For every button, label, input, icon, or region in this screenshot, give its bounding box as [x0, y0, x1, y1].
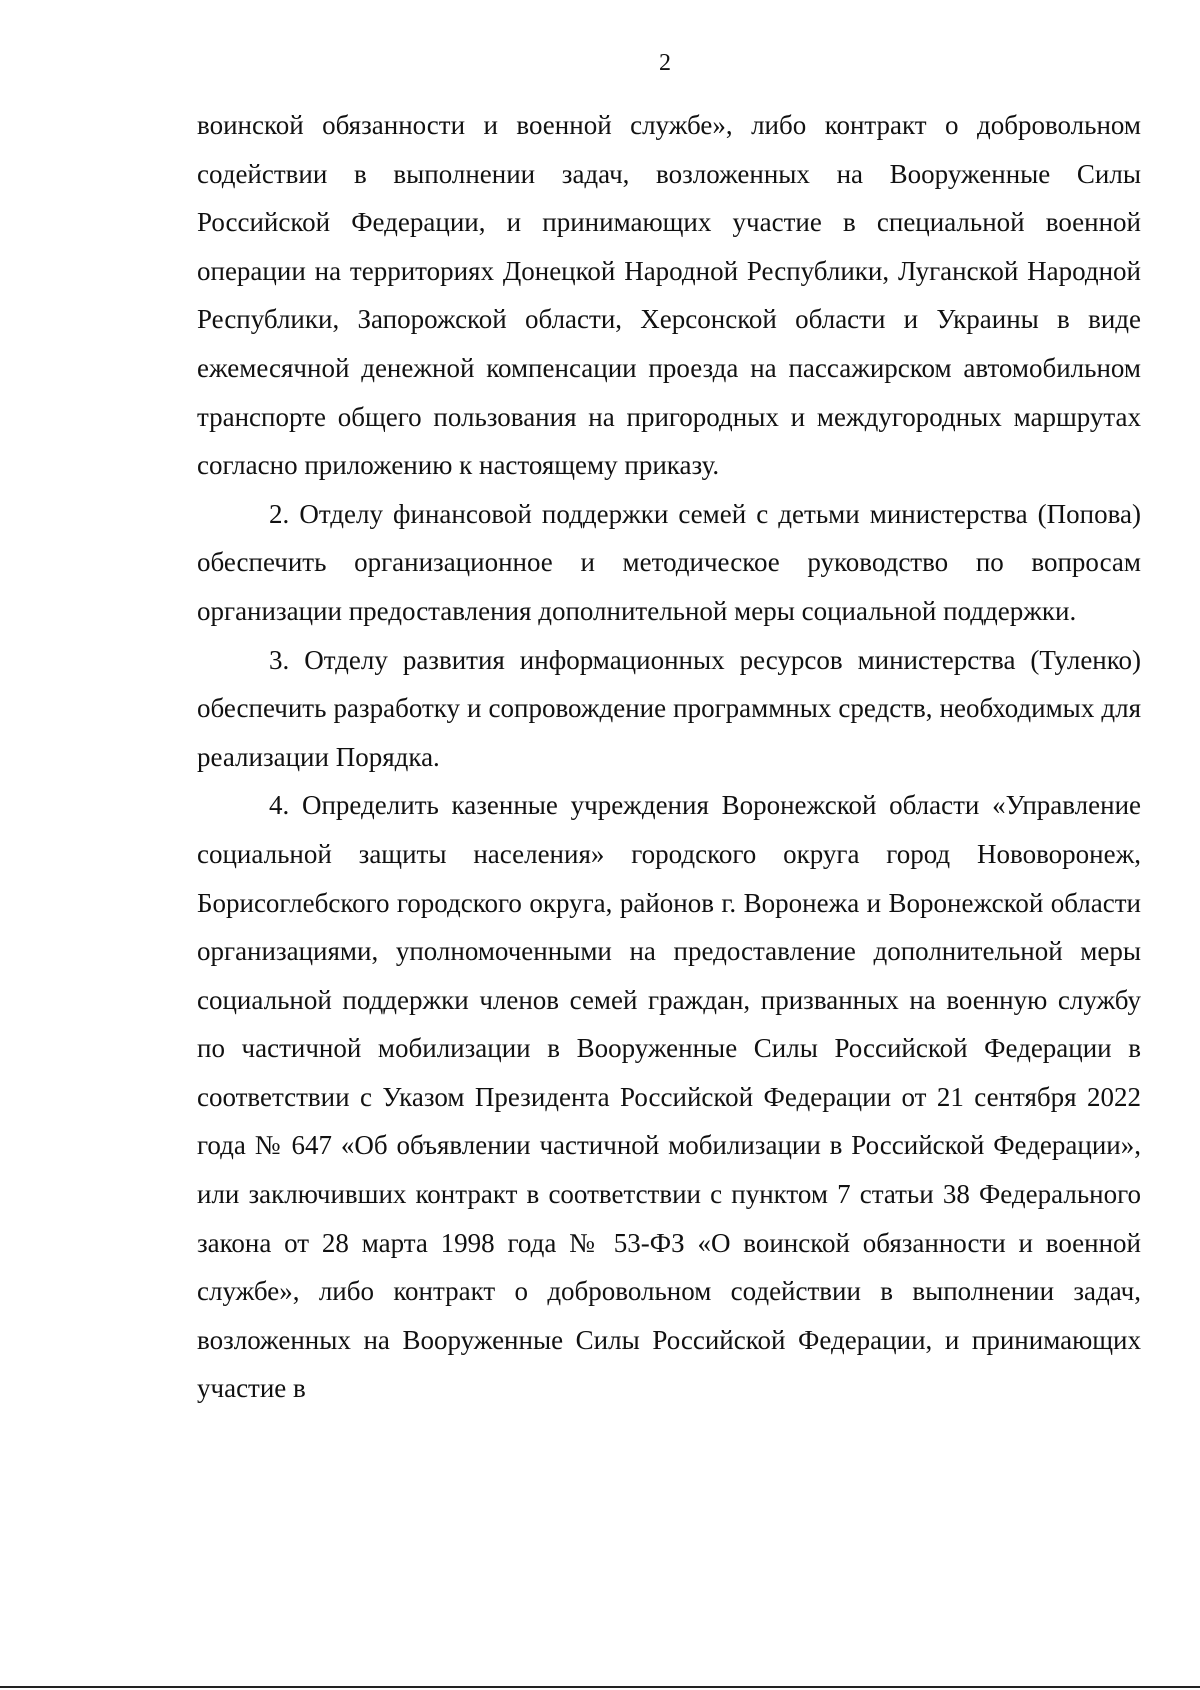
page-number: 2: [659, 50, 671, 76]
paragraph-item-4: 4. Определить казенные учреждения Воронежской области «Управление социальной защиты населения» городского округа город Нововоронеж, Борисоглебского городского округа, районов г. Воронежа и Воронежской области организациями, уполномоченными на предоставление дополнительной меры социальной поддержки членов семей граждан, призванных на военную службу по частичной мобилизации в Вооруженные Силы Российской Федерации в соответствии с Указом Президента Российской Федерации от 21 сентября 2022 года № 647 «Об объявлении частичной мобилизации в Российской Федерации», или заключивших контракт в соответствии с пунктом 7 статьи 38 Федерального закона от 28 марта 1998 года № 53-ФЗ «О воинской обязанности и военной службе», либо контракт о добровольном содействии в выполнении задач, возложенных на Вооруженные Силы Российской Федерации, и принимающих участие в: [197, 790, 1141, 1404]
paragraph-continuation: воинской обязанности и военной службе», либо контракт о добровольном содействии в выполнении задач, возложенных на Вооруженные Силы Российской Федерации, и принимающих участие в специальной военной операции на территориях Донецкой Народной Республики, Луганской Народной Республики, Запорожской области, Херсонской области и Украины в виде ежемесячной денежной компенсации проезда на пассажирском автомобильном транспорте общего пользования на пригородных и междугородных маршрутах согласно приложению к настоящему приказу.: [197, 110, 1141, 481]
paragraph-item-3: 3. Отделу развития информационных ресурсов министерства (Туленко) обеспечить разработку и сопровождение программных средств, необходимых для реализации Порядка.: [197, 644, 1141, 772]
document-body: [197, 101, 1141, 1413]
page-bottom-edge: [0, 1686, 1200, 1688]
paragraph-item-2: 2. Отделу финансовой поддержки семей с детьми министерства (Попова) обеспечить организационное и методическое руководство по вопросам организации предоставления дополнительной меры социальной поддержки.: [197, 498, 1141, 626]
